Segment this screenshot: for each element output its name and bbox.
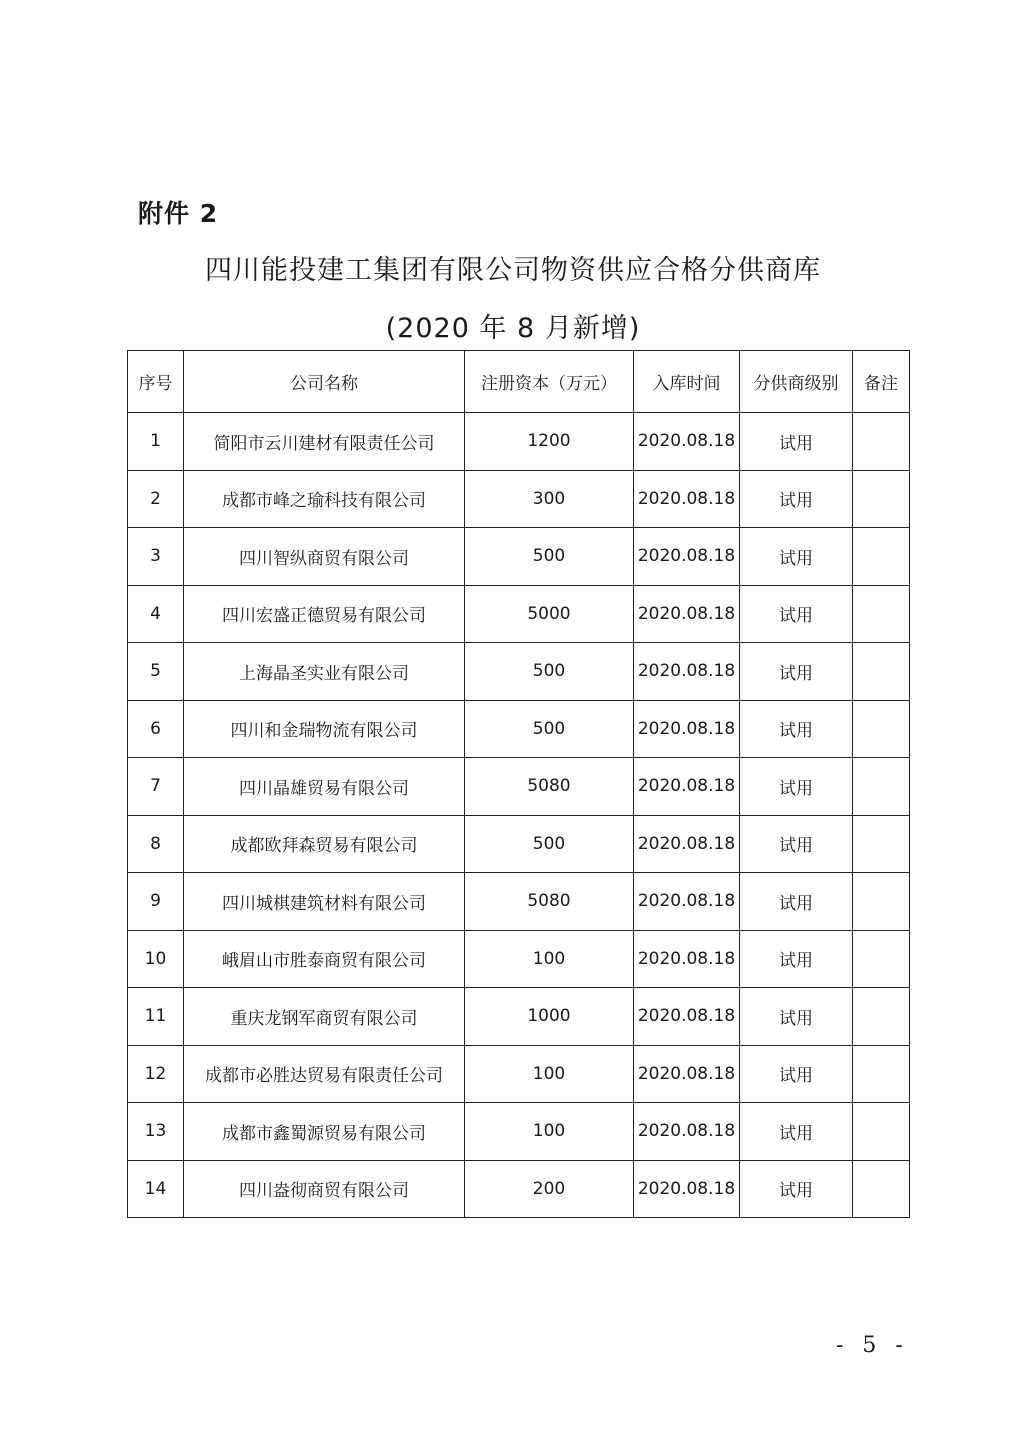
cell-registered-capital: 200 (465, 1160, 634, 1218)
cell-entry-date: 2020.08.18 (634, 470, 740, 528)
cell-entry-date: 2020.08.18 (634, 815, 740, 873)
cell-remark (853, 758, 910, 816)
cell-company-name: 峨眉山市胜泰商贸有限公司 (184, 930, 465, 988)
cell-supplier-level: 试用 (740, 585, 853, 643)
cell-entry-date: 2020.08.18 (634, 700, 740, 758)
table-row (128, 988, 910, 1046)
cell-remark (853, 930, 910, 988)
cell-entry-date: 2020.08.18 (634, 988, 740, 1046)
cell-entry-date: 2020.08.18 (634, 1160, 740, 1218)
cell-supplier-level: 试用 (740, 700, 853, 758)
table-row (128, 585, 910, 643)
cell-supplier-level: 试用 (740, 1045, 853, 1103)
cell-supplier-level: 试用 (740, 470, 853, 528)
cell-registered-capital: 5080 (465, 758, 634, 816)
cell-entry-date: 2020.08.18 (634, 873, 740, 931)
cell-remark (853, 873, 910, 931)
cell-remark (853, 815, 910, 873)
cell-serial: 8 (128, 815, 184, 873)
cell-company-name: 四川晶雄贸易有限公司 (184, 758, 465, 816)
cell-entry-date: 2020.08.18 (634, 1045, 740, 1103)
table-row (128, 930, 910, 988)
cell-serial: 2 (128, 470, 184, 528)
cell-supplier-level: 试用 (740, 988, 853, 1046)
cell-serial: 5 (128, 643, 184, 701)
cell-serial: 7 (128, 758, 184, 816)
cell-company-name: 重庆龙钢军商贸有限公司 (184, 988, 465, 1046)
cell-company-name: 成都市必胜达贸易有限责任公司 (184, 1045, 465, 1103)
header-cell-company-name: 公司名称 (184, 351, 465, 413)
cell-serial: 14 (128, 1160, 184, 1218)
cell-remark (853, 585, 910, 643)
cell-company-name: 上海晶圣实业有限公司 (184, 643, 465, 701)
cell-serial: 6 (128, 700, 184, 758)
table-row (128, 413, 910, 471)
table-row (128, 643, 910, 701)
cell-company-name: 简阳市云川建材有限责任公司 (184, 413, 465, 471)
table-row (128, 873, 910, 931)
cell-company-name: 四川城棋建筑材料有限公司 (184, 873, 465, 931)
cell-company-name: 四川盎彻商贸有限公司 (184, 1160, 465, 1218)
table-row (128, 700, 910, 758)
cell-company-name: 成都市峰之瑜科技有限公司 (184, 470, 465, 528)
cell-company-name: 四川智纵商贸有限公司 (184, 528, 465, 586)
header-cell-entry-date: 入库时间 (634, 351, 740, 413)
table-header-row (128, 351, 910, 413)
table-row (128, 1103, 910, 1161)
cell-remark (853, 470, 910, 528)
table-row (128, 1160, 910, 1218)
table-body (128, 413, 910, 1218)
cell-remark (853, 643, 910, 701)
cell-registered-capital: 300 (465, 470, 634, 528)
cell-supplier-level: 试用 (740, 413, 853, 471)
cell-remark (853, 1103, 910, 1161)
cell-supplier-level: 试用 (740, 815, 853, 873)
cell-entry-date: 2020.08.18 (634, 413, 740, 471)
cell-company-name: 四川和金瑞物流有限公司 (184, 700, 465, 758)
cell-registered-capital: 500 (465, 643, 634, 701)
cell-company-name: 成都市鑫蜀源贸易有限公司 (184, 1103, 465, 1161)
cell-registered-capital: 100 (465, 1103, 634, 1161)
page-number: - 5 - (836, 1333, 909, 1358)
document-title: 四川能投建工集团有限公司物资供应合格分供商库 (205, 255, 821, 286)
cell-serial: 9 (128, 873, 184, 931)
cell-remark (853, 1045, 910, 1103)
header-cell-remark: 备注 (853, 351, 910, 413)
cell-serial: 13 (128, 1103, 184, 1161)
cell-entry-date: 2020.08.18 (634, 930, 740, 988)
cell-registered-capital: 5000 (465, 585, 634, 643)
cell-entry-date: 2020.08.18 (634, 643, 740, 701)
cell-registered-capital: 500 (465, 815, 634, 873)
cell-entry-date: 2020.08.18 (634, 1103, 740, 1161)
cell-registered-capital: 100 (465, 930, 634, 988)
header-cell-serial: 序号 (128, 351, 184, 413)
header-cell-registered-capital: 注册资本（万元） (465, 351, 634, 413)
cell-entry-date: 2020.08.18 (634, 758, 740, 816)
cell-supplier-level: 试用 (740, 873, 853, 931)
cell-remark (853, 1160, 910, 1218)
cell-serial: 10 (128, 930, 184, 988)
cell-company-name: 成都欧拜森贸易有限公司 (184, 815, 465, 873)
cell-entry-date: 2020.08.18 (634, 528, 740, 586)
cell-registered-capital: 500 (465, 528, 634, 586)
cell-remark (853, 413, 910, 471)
table-row (128, 815, 910, 873)
cell-company-name: 四川宏盛正德贸易有限公司 (184, 585, 465, 643)
cell-supplier-level: 试用 (740, 758, 853, 816)
cell-remark (853, 988, 910, 1046)
cell-serial: 11 (128, 988, 184, 1046)
document-subtitle: (2020 年 8 月新增) (385, 313, 641, 344)
supplier-table (127, 350, 910, 1218)
cell-entry-date: 2020.08.18 (634, 585, 740, 643)
table-row (128, 1045, 910, 1103)
cell-serial: 4 (128, 585, 184, 643)
cell-remark (853, 700, 910, 758)
table-row (128, 758, 910, 816)
cell-remark (853, 528, 910, 586)
cell-serial: 12 (128, 1045, 184, 1103)
attachment-label: 附件 2 (138, 199, 219, 228)
cell-registered-capital: 100 (465, 1045, 634, 1103)
cell-serial: 1 (128, 413, 184, 471)
cell-registered-capital: 500 (465, 700, 634, 758)
cell-registered-capital: 1200 (465, 413, 634, 471)
header-cell-supplier-level: 分供商级别 (740, 351, 853, 413)
cell-serial: 3 (128, 528, 184, 586)
cell-supplier-level: 试用 (740, 1160, 853, 1218)
table-row (128, 528, 910, 586)
cell-supplier-level: 试用 (740, 528, 853, 586)
cell-registered-capital: 1000 (465, 988, 634, 1046)
cell-supplier-level: 试用 (740, 930, 853, 988)
cell-supplier-level: 试用 (740, 1103, 853, 1161)
cell-registered-capital: 5080 (465, 873, 634, 931)
cell-supplier-level: 试用 (740, 643, 853, 701)
table-row (128, 470, 910, 528)
